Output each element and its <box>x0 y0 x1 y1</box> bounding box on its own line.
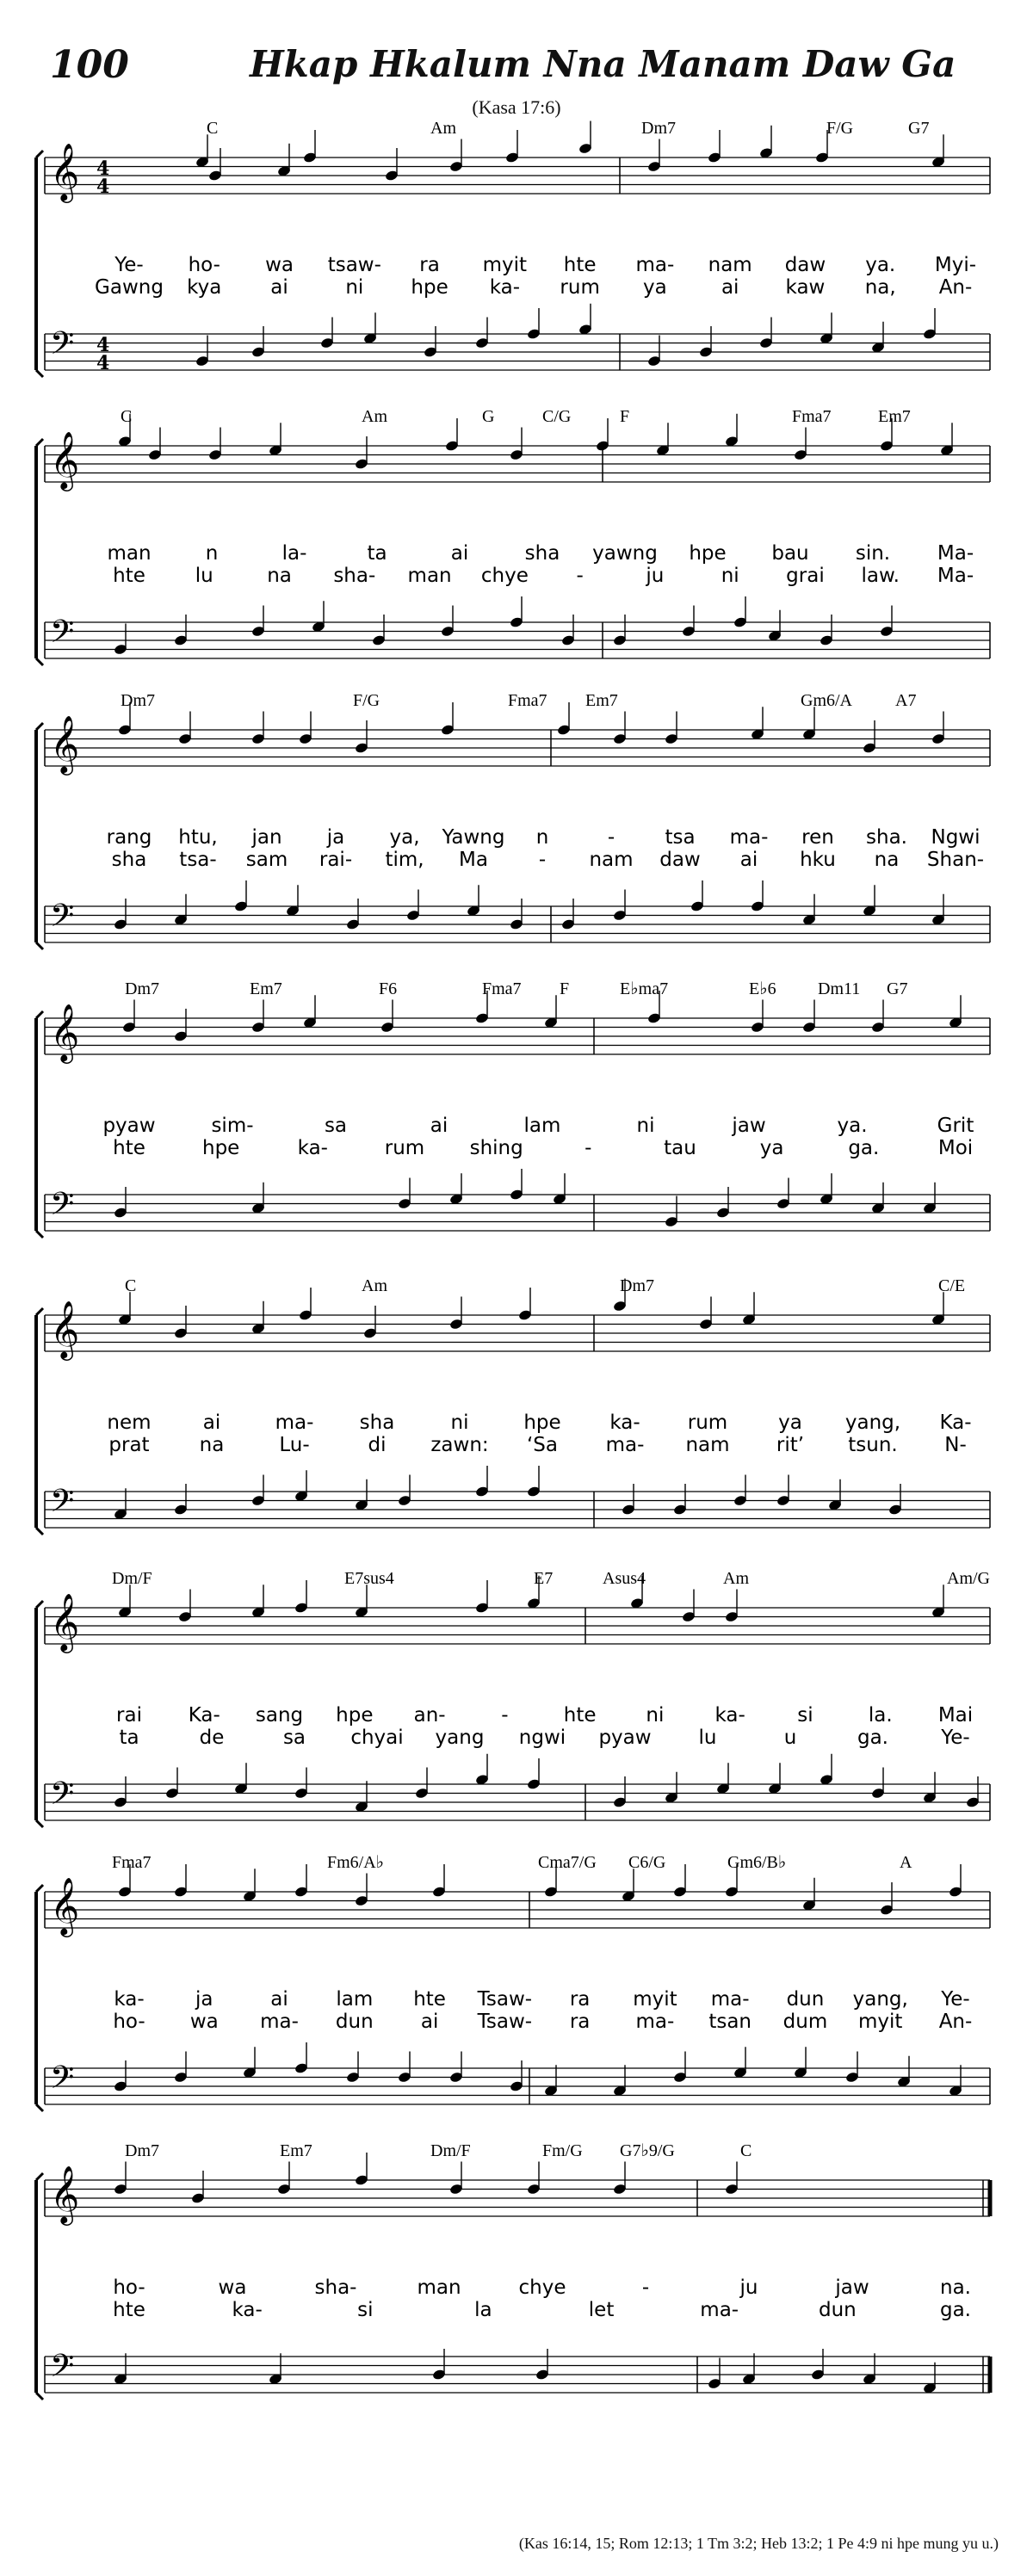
lyric-verse-2: shing <box>469 1137 523 1159</box>
chord-symbol: Am <box>430 119 456 138</box>
chord-symbol: G7♭9/G <box>620 2141 675 2160</box>
lyric-verse-2: ya <box>643 276 667 299</box>
lyric-verse-1: sha. <box>866 826 907 849</box>
lyric-verse-2: ai <box>721 276 739 299</box>
lyric-verse-2: An- <box>938 2011 973 2033</box>
chord-symbol: A <box>900 1853 912 1872</box>
lyric-verse-1: ka- <box>714 1704 745 1727</box>
lyric-verse-2: prat <box>108 1434 150 1456</box>
bass-clef-icon: 𝄢 <box>50 2348 75 2392</box>
treble-clef-icon: 𝄞 <box>50 1003 80 1061</box>
lyric-verse-1: n <box>535 826 549 849</box>
lyric-verse-1: ren <box>801 826 834 849</box>
lyric-verse-1: ya. <box>865 254 896 276</box>
scripture-reference: (Kasa 17:6) <box>472 96 561 118</box>
lyric-verse-2: Lu- <box>279 1434 310 1456</box>
lyric-verse-2: ho- <box>113 2011 145 2033</box>
lyric-verse-2: daw <box>659 849 701 871</box>
chord-symbol: Dm7 <box>125 2141 159 2160</box>
chord-symbol: G7 <box>887 979 908 998</box>
lyric-verse-1: Ngwi <box>931 826 980 849</box>
chord-symbol: Dm7 <box>641 119 676 138</box>
lyric-verse-2: myit <box>858 2011 903 2033</box>
lyric-verse-1: sha <box>359 1412 395 1434</box>
chord-symbol: Fm6/A♭ <box>327 1853 385 1872</box>
lyric-verse-1: ta <box>367 542 387 565</box>
lyric-verse-1: ai <box>202 1412 221 1434</box>
lyric-verse-1: si <box>797 1704 813 1727</box>
lyric-verse-1: sha- <box>314 2276 357 2299</box>
chord-symbol: Gm6/B♭ <box>727 1853 787 1872</box>
lyric-verse-1: nem <box>107 1412 152 1434</box>
lyric-verse-1: na. <box>940 2276 971 2299</box>
chord-symbol: F <box>560 979 570 998</box>
lyric-verse-1: hpe <box>523 1412 561 1434</box>
lyric-verse-1: nam <box>708 254 752 276</box>
lyric-verse-1: ai <box>430 1115 448 1137</box>
lyric-verse-2: kya <box>187 276 222 299</box>
lyric-verse-1: hpe <box>336 1704 374 1727</box>
treble-clef-icon: 𝄞 <box>50 1300 80 1358</box>
lyric-verse-2: tsan <box>708 2011 752 2033</box>
lyric-verse-1: an- <box>413 1704 446 1727</box>
lyric-verse-1: ja <box>195 1988 213 2011</box>
lyric-verse-2: chyai <box>350 1727 404 1749</box>
lyric-verse-1: ma- <box>635 254 675 276</box>
lyric-verse-2: ni <box>721 565 739 587</box>
lyric-verse-2: lu <box>195 565 213 587</box>
lyric-verse-2: hku <box>800 849 836 871</box>
lyric-verse-2: sa <box>282 1727 306 1749</box>
lyric-verse-2: chye <box>480 565 529 587</box>
lyric-verse-2: rum <box>384 1137 425 1159</box>
lyric-verse-1: ai <box>450 542 469 565</box>
bass-staff <box>45 1195 990 1231</box>
lyric-verse-2: sha- <box>333 565 376 587</box>
lyric-verse-1: sim- <box>211 1115 254 1137</box>
lyric-verse-2: tsa- <box>179 849 217 871</box>
lyric-verse-2: ma- <box>635 2011 675 2033</box>
lyric-verse-1: tsaw- <box>327 254 381 276</box>
chord-symbol: E7sus4 <box>344 1569 394 1588</box>
time-signature-bottom: 4 <box>96 176 110 198</box>
lyric-verse-2: ai <box>420 2011 439 2033</box>
lyric-verse-1: jaw <box>835 2276 869 2299</box>
lyric-verse-2: let <box>588 2299 615 2321</box>
lyric-verse-1: sa <box>324 1115 348 1137</box>
chord-symbol: Fma7 <box>482 979 522 998</box>
lyric-verse-1: Ka- <box>939 1412 972 1434</box>
chord-symbol: C/E <box>938 1276 966 1295</box>
lyric-verse-2: tau <box>664 1137 696 1159</box>
chord-symbol: Fma7 <box>508 691 547 710</box>
lyric-verse-2: rai- <box>319 849 353 871</box>
lyric-verse-1: ai <box>270 1988 288 2011</box>
lyric-verse-2: N- <box>944 1434 967 1456</box>
lyric-verse-2: nam <box>589 849 634 871</box>
lyric-verse-2: ai <box>270 276 288 299</box>
bass-staff <box>45 2357 990 2393</box>
lyric-verse-1: ya. <box>837 1115 868 1137</box>
lyric-verse-2: ‘Sa <box>526 1434 559 1456</box>
bracket-tip <box>36 1528 43 1535</box>
lyric-verse-2: pyaw <box>598 1727 652 1749</box>
lyric-verse-1: lam <box>336 1988 374 2011</box>
lyric-verse-2: ra <box>569 2011 591 2033</box>
lyric-verse-2: de <box>199 1727 225 1749</box>
bass-clef-icon: 𝄢 <box>50 898 75 942</box>
bracket-tip <box>36 439 43 446</box>
bracket-tip <box>36 1601 43 1608</box>
lyric-verse-2: zawn: <box>430 1434 489 1456</box>
lyric-verse-1: htu, <box>178 826 218 849</box>
lyric-verse-1: yang, <box>844 1412 901 1434</box>
lyric-verse-2: ka- <box>489 276 521 299</box>
chord-symbol: G <box>482 407 495 426</box>
lyric-verse-2: Shan- <box>926 849 985 871</box>
lyric-verse-2: wa <box>189 2011 219 2033</box>
treble-staff <box>45 2180 990 2216</box>
treble-clef-icon: 𝄞 <box>50 142 80 201</box>
lyric-verse-1: pyaw <box>102 1115 156 1137</box>
lyric-verse-2: nam <box>685 1434 730 1456</box>
chord-symbol: Asus4 <box>603 1569 646 1588</box>
lyric-verse-1: tsa <box>665 826 696 849</box>
lyric-verse-1: Tsaw- <box>477 1988 533 2011</box>
lyric-verse-1: yang, <box>852 1988 908 2011</box>
chord-symbol: Gm6/A <box>801 691 852 710</box>
bass-clef-icon: 𝄢 <box>50 2060 75 2103</box>
lyric-verse-1: ma- <box>729 826 769 849</box>
bass-clef-icon: 𝄢 <box>50 1776 75 1819</box>
bass-clef-icon: 𝄢 <box>50 325 75 369</box>
lyric-verse-1: ka- <box>114 1988 145 2011</box>
bracket-tip <box>36 2173 43 2180</box>
lyric-verse-1: ka- <box>609 1412 640 1434</box>
lyric-verse-1: sin. <box>855 542 891 565</box>
lyric-verse-2: ka- <box>232 2299 263 2321</box>
lyric-verse-2: kaw <box>785 276 826 299</box>
lyric-verse-1: Ye- <box>941 1988 970 2011</box>
music-system <box>36 2141 990 2400</box>
lyric-verse-2: law. <box>861 565 900 587</box>
bracket-tip <box>36 942 43 949</box>
lyric-verse-2: hte <box>113 565 145 587</box>
lyric-verse-2: u <box>783 1727 797 1749</box>
lyric-verse-2: - <box>576 565 584 587</box>
treble-clef-icon: 𝄞 <box>50 430 80 489</box>
treble-clef-icon: 𝄞 <box>50 2165 80 2223</box>
lyric-verse-2: Ma <box>459 849 488 871</box>
lyric-verse-2: Ye- <box>941 1727 970 1749</box>
chord-symbol: Fma7 <box>112 1853 152 1872</box>
treble-clef-icon: 𝄞 <box>50 1592 80 1651</box>
lyric-verse-2: sha <box>111 849 147 871</box>
treble-staff <box>45 158 990 194</box>
lyric-verse-1: chye <box>518 2276 566 2299</box>
music-system <box>36 119 990 377</box>
lyric-verse-1: hpe <box>689 542 727 565</box>
lyric-verse-2: lu <box>698 1727 717 1749</box>
treble-staff <box>45 1892 990 1928</box>
lyric-verse-2: si <box>357 2299 374 2321</box>
lyric-verse-1: Yawng <box>442 826 505 849</box>
bracket-tip <box>36 1308 43 1315</box>
chord-symbol: E♭6 <box>749 979 776 998</box>
chord-symbol: Am <box>723 1569 749 1588</box>
lyric-verse-1: la- <box>281 542 307 565</box>
bracket-tip <box>36 658 43 665</box>
chord-symbol: Fm/G <box>542 2141 583 2160</box>
lyric-verse-1: Grit <box>937 1115 974 1137</box>
time-signature-top: 4 <box>96 158 110 180</box>
chord-symbol: F6 <box>379 979 398 998</box>
lyric-verse-2: ga. <box>939 2299 972 2321</box>
lyric-verse-1: rang <box>106 826 152 849</box>
bracket-tip <box>36 723 43 730</box>
lyric-verse-2: Tsaw- <box>477 2011 533 2033</box>
lyric-verse-1: hte <box>563 254 597 276</box>
chord-symbol: F/G <box>353 691 380 710</box>
lyric-verse-2: ju <box>646 565 665 587</box>
chord-symbol: A7 <box>895 691 917 710</box>
lyric-verse-1: ni <box>636 1115 655 1137</box>
lyric-verse-1: myit <box>482 254 528 276</box>
bracket-tip <box>36 2393 43 2400</box>
lyric-verse-1: daw <box>784 254 826 276</box>
chord-symbol: Fma7 <box>792 407 832 426</box>
lyric-verse-1: la. <box>868 1704 893 1727</box>
hymn-title: Hkap Hkalum Nna Manam Daw Ga <box>250 43 956 85</box>
lyric-verse-1: Ye- <box>114 254 144 276</box>
music-system <box>36 1569 990 1827</box>
lyric-verse-2: dum <box>782 2011 828 2033</box>
lyric-verse-2: grai <box>786 565 825 587</box>
bass-staff <box>45 1784 990 1820</box>
lyric-verse-1: ma- <box>710 1988 750 2011</box>
lyric-verse-1: ni <box>646 1704 665 1727</box>
lyric-verse-1: myit <box>633 1988 677 2011</box>
chord-symbol: Em7 <box>280 2141 312 2160</box>
music-system <box>36 407 990 665</box>
chord-symbol: Dm/F <box>112 1569 152 1588</box>
lyric-verse-1: rai <box>116 1704 142 1727</box>
lyric-verse-2: na <box>874 849 900 871</box>
lyric-verse-1: - <box>607 826 615 849</box>
lyric-verse-1: Myi- <box>934 254 977 276</box>
chord-symbol: Am <box>362 407 387 426</box>
lyric-verse-2: hpe <box>202 1137 240 1159</box>
bass-staff <box>45 334 990 370</box>
chord-symbol: C <box>121 407 133 426</box>
lyric-verse-2: - <box>585 1137 592 1159</box>
lyric-verse-2: An- <box>938 276 973 299</box>
lyric-verse-2: Gawng <box>95 276 164 299</box>
chord-symbol: E♭ma7 <box>620 979 669 998</box>
lyric-verse-2: ma- <box>260 2011 299 2033</box>
lyric-verse-2: na <box>267 565 292 587</box>
lyric-verse-2: ni <box>345 276 364 299</box>
lyric-verse-2: hpe <box>411 276 448 299</box>
time-signature-top: 4 <box>96 334 110 356</box>
lyric-verse-2: hte <box>113 1137 145 1159</box>
lyric-verse-1: - <box>641 2276 650 2299</box>
lyric-verse-2: ma- <box>700 2299 739 2321</box>
treble-clef-icon: 𝄞 <box>50 1876 80 1935</box>
lyric-verse-1: ya <box>778 1412 802 1434</box>
lyric-verse-1: ju <box>739 2276 758 2299</box>
lyric-verse-1: bau <box>771 542 809 565</box>
lyric-verse-1: sang <box>255 1704 304 1727</box>
bass-clef-icon: 𝄢 <box>50 1186 75 1230</box>
bass-clef-icon: 𝄢 <box>50 1483 75 1527</box>
lyric-verse-1: Mai <box>937 1704 974 1727</box>
music-system <box>36 691 990 949</box>
chord-symbol: Dm7 <box>121 691 155 710</box>
chord-symbol: C/G <box>542 407 572 426</box>
lyric-verse-2: ngwi <box>518 1727 566 1749</box>
chord-symbol: Am <box>362 1276 387 1295</box>
chord-symbol: Am/G <box>947 1569 990 1588</box>
treble-clef-icon: 𝄞 <box>50 714 80 773</box>
music-system <box>36 1853 990 2111</box>
chord-symbol: F/G <box>826 119 854 138</box>
lyric-verse-2: ma- <box>605 1434 645 1456</box>
lyric-verse-2: dun <box>818 2299 857 2321</box>
bracket-tip <box>36 370 43 377</box>
lyric-verse-1: lam <box>523 1115 561 1137</box>
lyric-verse-2: - <box>538 849 547 871</box>
lyric-verse-1: ho- <box>188 254 220 276</box>
lyric-verse-2: sam <box>245 849 288 871</box>
chord-symbol: C <box>125 1276 137 1295</box>
chord-symbol: C6/G <box>628 1853 666 1872</box>
lyric-verse-2: na, <box>864 276 896 299</box>
lyric-verse-1: ma- <box>275 1412 314 1434</box>
footnote-references: (Kas 16:14, 15; Rom 12:13; 1 Tm 3:2; Heb 13:2; 1 Pe 4:9 ni hpe mung yu u.) <box>518 2535 999 2552</box>
lyric-verse-1: n <box>205 542 219 565</box>
chord-symbol: Cma7/G <box>538 1853 597 1872</box>
lyric-verse-2: ya <box>759 1137 784 1159</box>
music-system <box>36 979 990 1238</box>
bracket-tip <box>36 1231 43 1238</box>
lyric-verse-2: ga. <box>857 1727 889 1749</box>
lyric-verse-1: Ma- <box>937 542 974 565</box>
lyric-verse-1: - <box>501 1704 509 1727</box>
lyric-verse-1: ya, <box>389 826 420 849</box>
lyric-verse-1: rum <box>687 1412 728 1434</box>
lyric-verse-2: ta <box>119 1727 139 1749</box>
lyric-verse-1: sha <box>524 542 560 565</box>
chord-symbol: C <box>740 2141 752 2160</box>
lyric-verse-1: man <box>107 542 152 565</box>
lyric-verse-2: yang <box>435 1727 485 1749</box>
lyric-verse-2: ai <box>739 849 758 871</box>
time-signature-bottom: 4 <box>96 352 110 374</box>
lyric-verse-2: tim, <box>385 849 424 871</box>
bracket-tip <box>36 2104 43 2111</box>
lyric-verse-1: wa <box>218 2276 247 2299</box>
lyric-verse-1: ja <box>326 826 345 849</box>
lyric-verse-2: ka- <box>297 1137 328 1159</box>
lyric-verse-2: di <box>368 1434 387 1456</box>
chord-symbol: G7 <box>908 119 930 138</box>
chord-symbol: Em7 <box>250 979 282 998</box>
lyric-verse-1: jaw <box>732 1115 766 1137</box>
lyric-verse-1: dun <box>786 1988 825 2011</box>
lyric-verse-2: Moi <box>937 1137 974 1159</box>
lyric-verse-1: ra <box>569 1988 591 2011</box>
bracket-tip <box>36 1820 43 1827</box>
lyric-verse-1: hte <box>413 1988 446 2011</box>
chord-symbol: Dm11 <box>818 979 861 998</box>
lyric-verse-2: tsun. <box>848 1434 898 1456</box>
lyric-verse-1: Ka- <box>188 1704 220 1727</box>
lyric-verse-1: hte <box>563 1704 597 1727</box>
lyric-verse-2: rit’ <box>776 1434 805 1456</box>
lyric-verse-1: wa <box>265 254 294 276</box>
lyric-verse-2: ga. <box>848 1137 880 1159</box>
chord-symbol: C <box>207 119 219 138</box>
bracket-tip <box>36 151 43 158</box>
lyric-verse-1: man <box>417 2276 461 2299</box>
lyric-verse-2: hte <box>113 2299 145 2321</box>
lyric-verse-2: Ma- <box>937 565 974 587</box>
chord-symbol: Dm7 <box>125 979 159 998</box>
lyric-verse-1: ni <box>450 1412 469 1434</box>
music-system <box>36 1276 990 1535</box>
lyric-verse-1: ho- <box>113 2276 145 2299</box>
chord-symbol: Dm7 <box>620 1276 654 1295</box>
hymn-number: 100 <box>50 43 129 87</box>
chord-symbol: F <box>620 407 630 426</box>
chord-symbol: Dm/F <box>430 2141 471 2160</box>
lyric-verse-2: man <box>407 565 452 587</box>
lyric-verse-1: jan <box>251 826 282 849</box>
bracket-tip <box>36 1011 43 1018</box>
chord-symbol: Em7 <box>878 407 911 426</box>
chord-symbol: E7 <box>534 1569 554 1588</box>
lyric-verse-2: rum <box>560 276 600 299</box>
lyric-verse-2: dun <box>335 2011 374 2033</box>
bracket-tip <box>36 1885 43 1892</box>
lyric-verse-1: yawng <box>592 542 658 565</box>
lyric-verse-2: na <box>199 1434 225 1456</box>
chord-symbol: Em7 <box>585 691 618 710</box>
bass-clef-icon: 𝄢 <box>50 614 75 658</box>
lyric-verse-1: ra <box>419 254 440 276</box>
lyric-verse-2: la <box>474 2299 492 2321</box>
